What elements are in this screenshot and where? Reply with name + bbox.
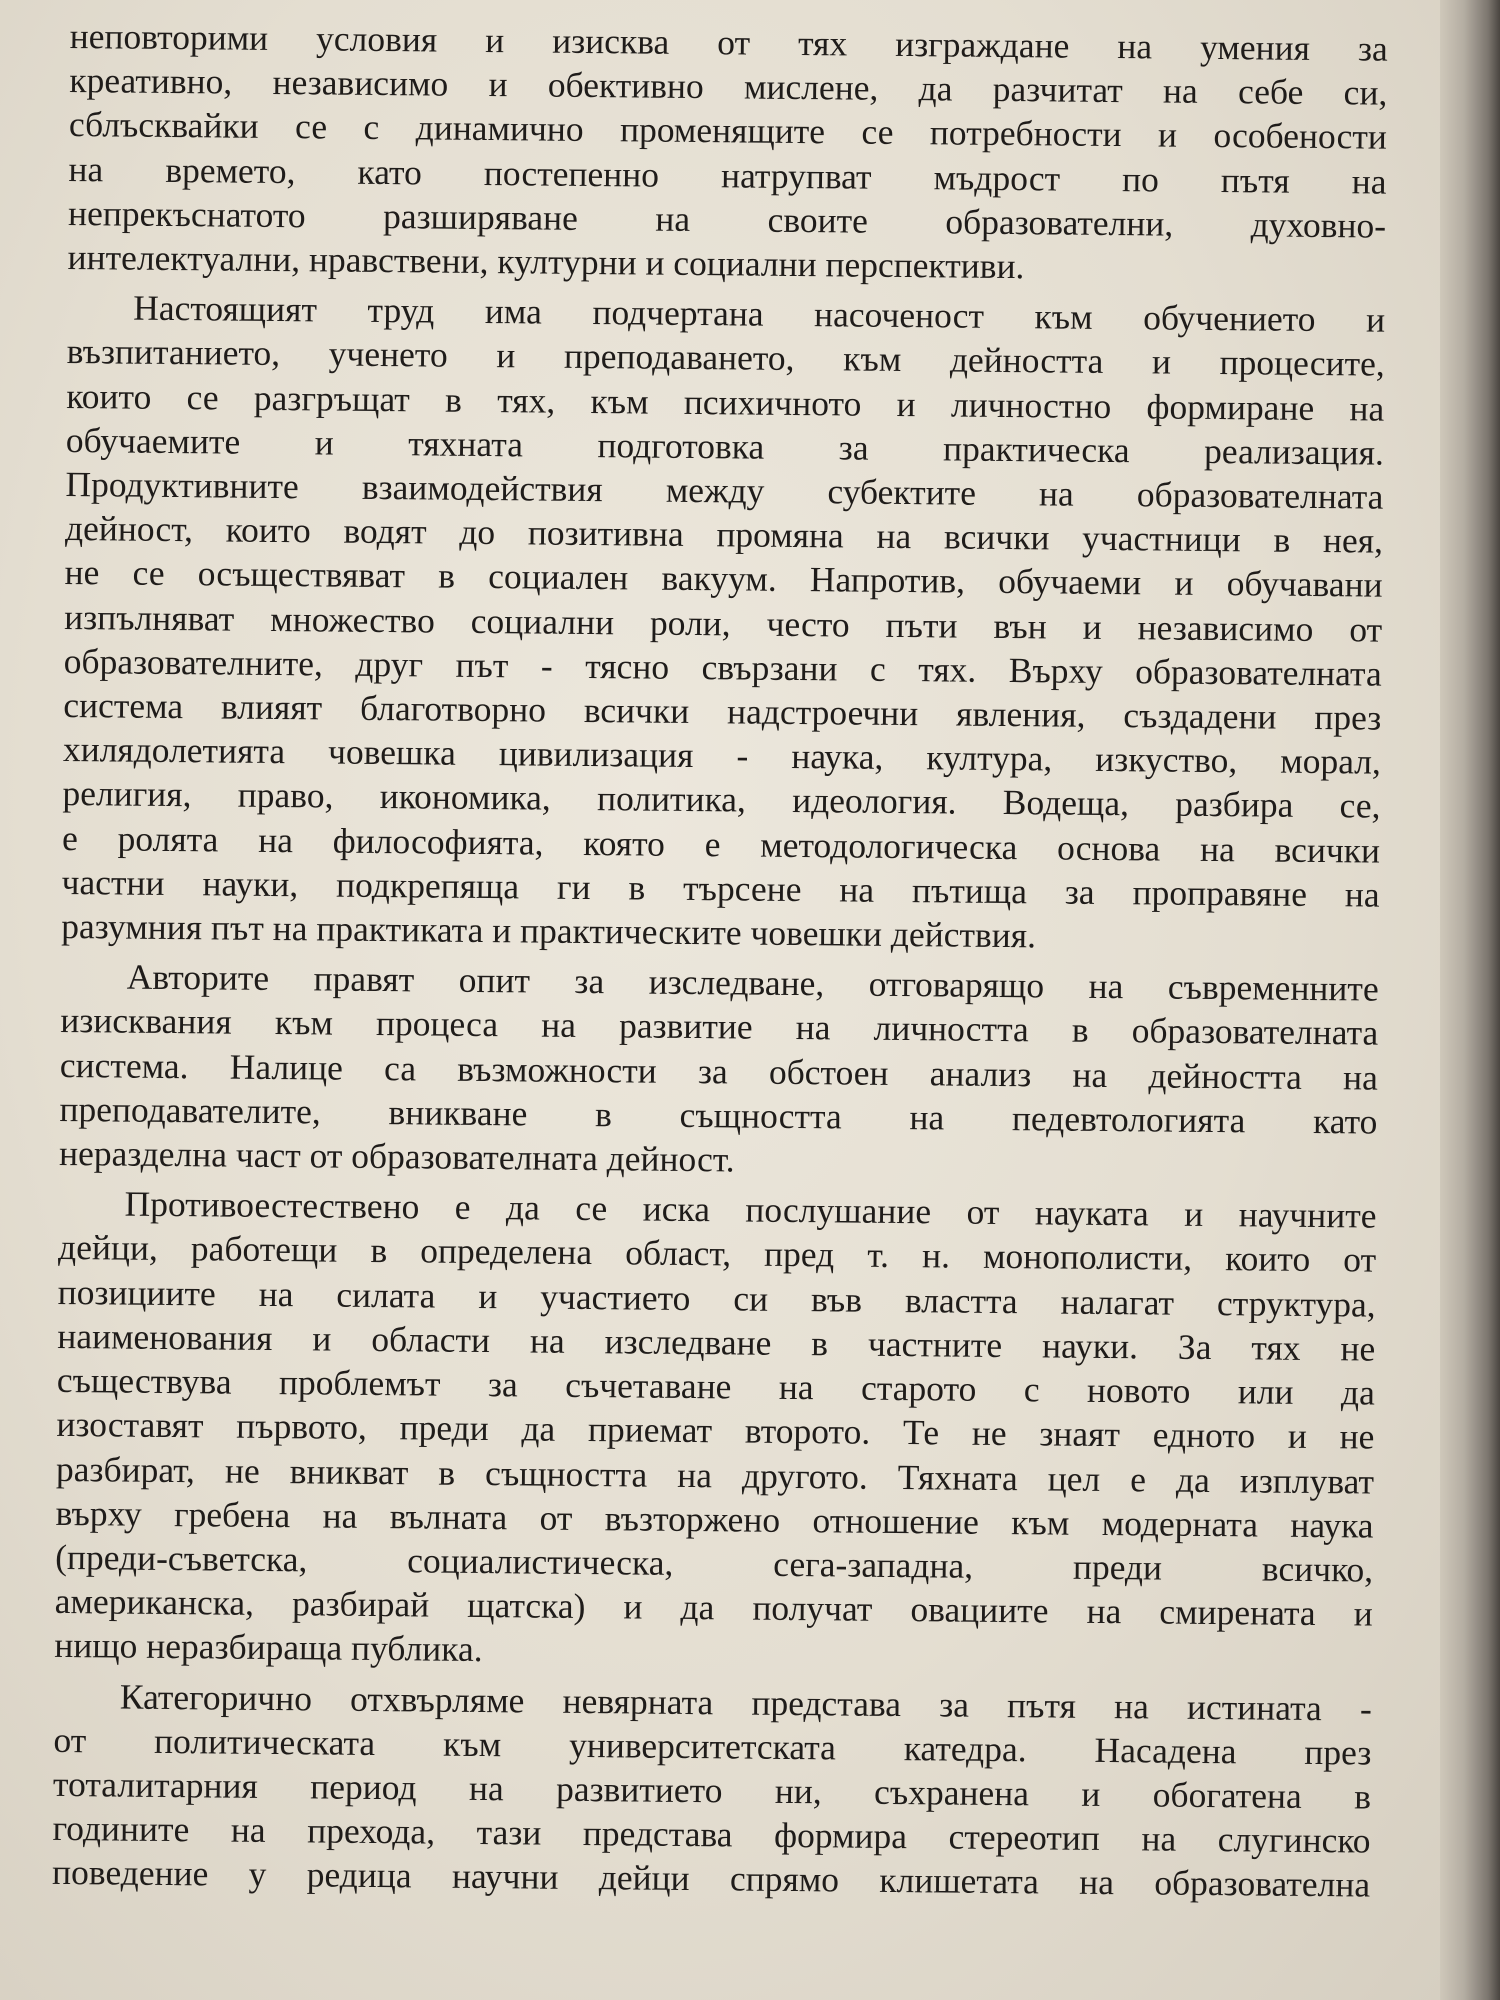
text-line: върху гребена на вълната от възторжено отношение към модерната наука [55,1492,1374,1546]
text-line: дейност, които водят до позитивна промяна на всички участници в нея, [64,508,1384,561]
text-line: непрекъснатото разширяване на своите образователни, духовно- [67,192,1387,246]
paragraph-2 [61,285,1385,961]
text-line: е ролята на философията, която е методологическа основа на всички [61,817,1381,871]
text-line: изпълняват множество социални роли, често пъти вън и независимо от [64,596,1383,650]
text-line: изоставят първото, преди да приемат второто. Те не знаят едното и не [56,1404,1375,1457]
text-line: тоталитарния период на развитието ни, съхранена и обогатена в [52,1763,1372,1817]
text-line: образователните, друг път - тясно свързани с тях. Върху образователната [63,640,1382,694]
text-line: преподавателите, вникване в същността на педевтологията като [59,1088,1378,1142]
text-line: позициите на силата и участието си във властта налагат структура, [57,1271,1376,1325]
paragraph-1 [67,14,1387,292]
text-line: не се осъществяват в социален вакуум. Напротив, обучаеми и обучавани [64,552,1383,606]
text-line: американска, разбирай щатска) и да получат овациите на смирената и [54,1581,1373,1634]
text-line: система влияят благотворно всички надстроечни явления, създадени през [63,685,1382,738]
text-line: Авторите правят опит за изследване, отговарящо на съвременните [126,956,1379,1009]
text-line: разумния път на практиката и практическите човешки действия. [61,906,1037,956]
text-line: система. Налице са възможности за обстоен анализ на дейността на [59,1044,1379,1098]
paragraph-5 [52,1673,1372,1907]
text-line: съществува проблемът за съчетаване на старото с новото или да [56,1360,1376,1413]
text-line: Продуктивните взаимодействия между субектите на образователната [65,464,1384,517]
text-line: от политическата към университетската катедра. Насадена през [53,1719,1372,1773]
paragraph-3 [59,954,1379,1188]
page-edge-shadow [1440,0,1500,2000]
text-line: обучаемите и тяхната подготовка за практическа реализация. [65,419,1385,473]
text-line: неразделна част от образователната дейност. [58,1133,735,1180]
text-line: годините на прехода, тази представа формира стереотип на слугинско [52,1808,1371,1861]
text-line: неповторими условия и изисква от тях изграждане на умения за [69,15,1388,69]
body-text [52,14,1388,1907]
text-line: (преди-съветска, социалистическа, сега-западна, преди всичко, [54,1536,1374,1590]
text-line: хилядолетията човешка цивилизация - наука, култура, изкуство, морал, [62,729,1382,782]
text-line: разбират, не вникват в същността на другото. Тяхната цел е да изплуват [55,1448,1375,1502]
text-line: възпитанието, ученето и преподаването, към дейността и процесите, [66,331,1385,385]
text-line: креативно, независимо и обективно мислене, да разчитат на себе си, [69,60,1388,113]
text-line: интелектуални, нравствени, културни и социални перспективи. [67,237,1025,287]
text-line: сблъсквайки се с динамично променящите се потребности и особености [68,104,1388,158]
text-line: на времето, като постепенно натрупват мъдрост по пътя на [68,148,1387,202]
text-line: религия, право, икономика, политика, идеология. Водеща, разбира се, [62,773,1381,827]
text-line: нищо неразбираща публика. [54,1625,483,1670]
text-line: Настоящият труд има подчертана насоченост към обучението и [132,287,1386,340]
text-line: поведение у редица научни дейци спрямо клишетата на образователна [51,1852,1371,1905]
text-line: Противоестествено е да се иска послушание от науката и научните [124,1183,1377,1236]
text-line: които се разгръщат в тях, към психичното и личностно формиране на [66,375,1385,429]
text-line: дейци, работещи в определена област, пред т. н. монополисти, които от [57,1227,1377,1281]
text-line: частни науки, подкрепяща ги в търсене на пътища за проправяне на [61,861,1380,915]
text-line: наименования и области на изследване в частните науки. За тях не [57,1315,1376,1369]
text-line: изисквания към процеса на развитие на личността в образователната [60,1000,1379,1054]
paragraph-4 [54,1181,1377,1680]
text-line: Категорично отхвърляме невярната представа за пътя на истината - [119,1676,1372,1729]
